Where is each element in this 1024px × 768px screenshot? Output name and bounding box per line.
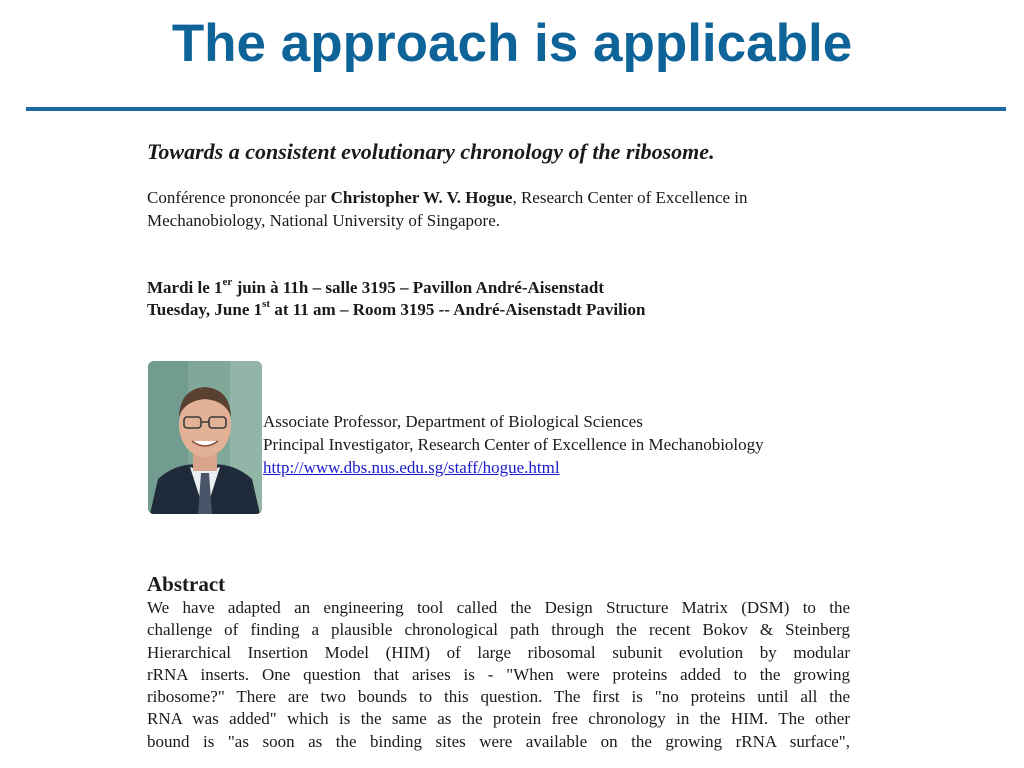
speaker-bio [263,410,863,479]
bio-role-line: Principal Investigator, Research Center of Excellence in Mechanobiology [263,435,764,454]
slide-title: The approach is applicable [171,14,853,73]
speaker-name: Christopher W. V. Hogue [330,188,513,207]
abstract-line: rRNA inserts. One question that arises is - "When were proteins added to the growing [147,664,850,684]
schedule-english-ordinal: st [262,298,271,311]
schedule-french-ordinal: er [222,276,233,289]
abstract-line: ribosome?" There are two bounds to this question. The first is "no proteins until all the [147,687,850,707]
abstract-body [147,597,850,753]
affiliation-line1: , Research Center of Excellence in [512,188,748,207]
portrait-image [148,361,262,514]
schedule-english [147,299,850,321]
abstract-line: bound is "as soon as the binding sites were available on the growing rRNA surface", [147,731,850,751]
affiliation-line2: Mechanobiology, National University of Singapore. [147,211,500,230]
abstract-line: RNA was added" which is the same as the protein free chronology in the HIM. The other [147,709,850,729]
bio-position-line: Associate Professor, Department of Biological Sciences [263,412,643,431]
schedule-french-details: juin à 11h – salle 3195 – Pavillon André-Aisenstadt [232,278,604,297]
schedule-english-date: Tuesday, June 1 [147,300,263,319]
schedule-english-details: at 11 am – Room 3195 -- André-Aisenstadt Pavilion [270,300,646,319]
abstract-heading: Abstract [147,572,226,596]
speaker-photo [148,361,262,514]
conference-prefix: Conférence prononcée par [147,188,331,207]
speaker-profile-link[interactable]: http://www.dbs.nus.edu.sg/staff/hogue.html [263,458,560,477]
schedule-french-date: Mardi le 1 [147,278,223,297]
abstract-line: Hierarchical Insertion Model (HIM) of large ribosomal subunit evolution by modular [147,642,850,662]
abstract-line: challenge of finding a plausible chronological path through the recent Bokov & Steinberg [147,620,850,640]
abstract-line: We have adapted an engineering tool called the Design Structure Matrix (DSM) to the [147,598,850,617]
title-divider [26,107,1006,111]
schedule-french [147,277,850,299]
conference-paragraph [147,186,850,232]
schedule [147,277,850,321]
document-title: Towards a consistent evolutionary chronology of the ribosome. [147,139,715,164]
